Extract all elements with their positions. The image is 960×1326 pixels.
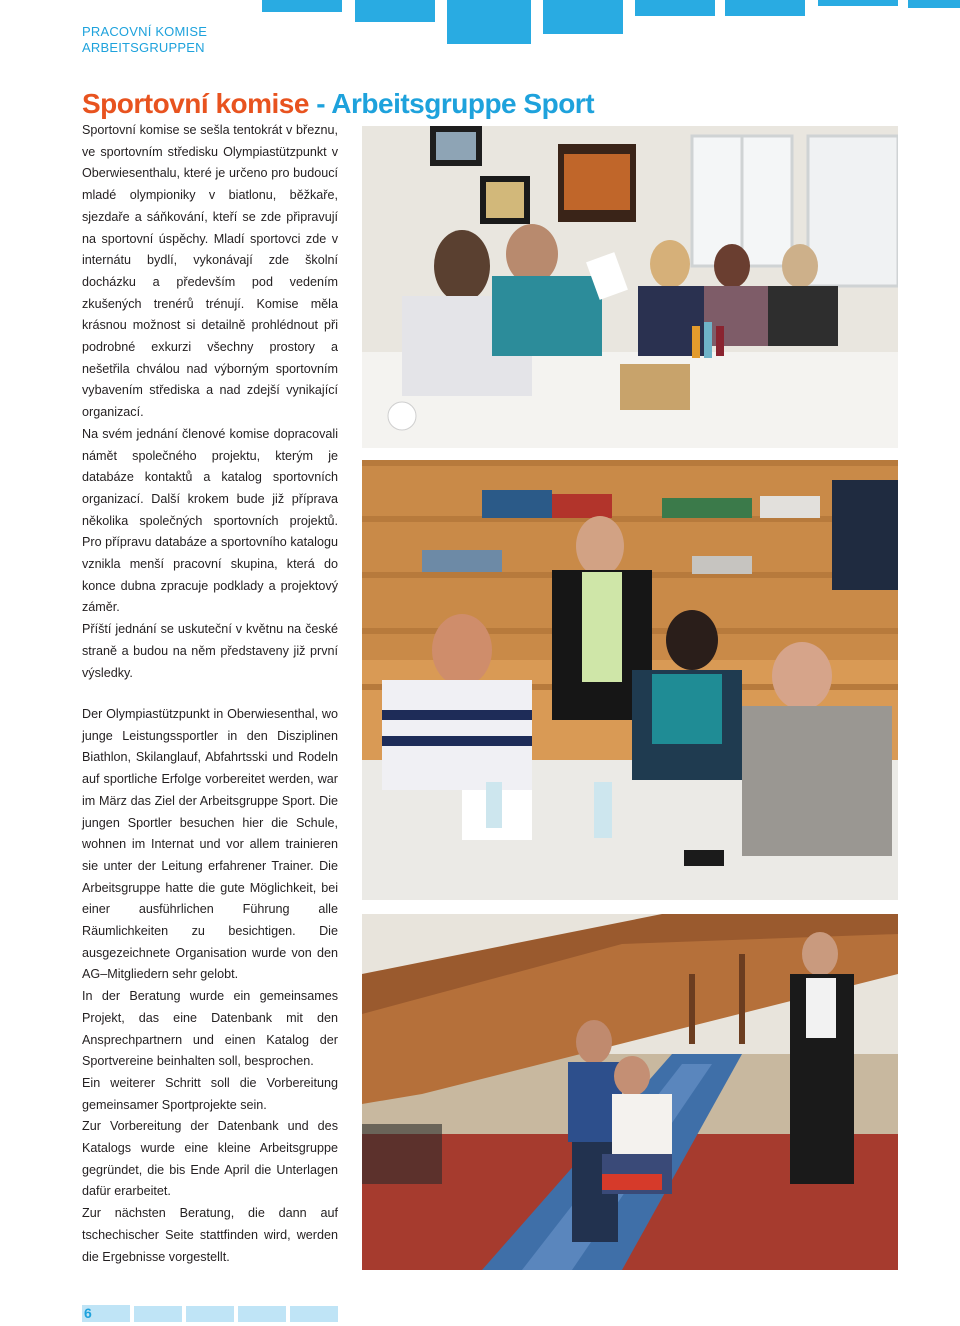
footer-bar-1 — [134, 1306, 182, 1322]
top-bar-1 — [262, 0, 342, 12]
photo-meeting-table — [362, 126, 898, 448]
paragraph-cz-2: Na svém jednání členové komise dopracovali námět společného projektu, kterým je databáze kontaktů a katalog sportovních organizací. Další krokem bude již příprava několika společných sportovních projektů. Pro přípravu databáze a sportovního katalogu vznikla menší pracovní skupina, která do konce dubna zpracuje podklady a projektový záměr. — [82, 426, 338, 615]
top-bar-3 — [447, 0, 531, 44]
footer-bar-2 — [186, 1306, 234, 1322]
title-separator: - — [308, 88, 332, 119]
text-column-de — [82, 704, 338, 1268]
top-bar-2 — [355, 0, 435, 22]
section-tag-de: ARBEITSGRUPPEN — [82, 40, 205, 55]
photo-library-discussion — [362, 460, 898, 900]
top-bar-8 — [908, 0, 960, 8]
footer-bar-3 — [238, 1306, 286, 1322]
title-cz: Sportovní komise — [82, 88, 309, 119]
top-bar-4 — [543, 0, 623, 34]
paragraph-cz-3: Příští jednání se uskuteční v květnu na české straně a budou na něm představeny již první výsledky. — [82, 622, 338, 680]
paragraph-cz-1: Sportovní komise se sešla tentokrát v březnu, ve sportovním středisku Olympiastützpunkt v Oberwiesenthalu, které je určeno pro budoucí mladé olympioniky v biatlonu, běžkaře, sjezdaře a sáňkování, kteří se zde připravují na sportovní úspěchy. Mladí sportovci zde v internátu bydlí, vykonávají zde školní docházku a především pod vedením zkušených trenérů trénují. Komise měla krásnou možnost si detailně prohlédnout při podrobné exkurzi všechny prostory a nešetřila chválou nad výborným sportovním vybavením střediska a nad zdejší vynikající organizací. — [82, 123, 338, 420]
text-column-cz — [82, 120, 338, 684]
section-tag-cz: PRACOVNÍ KOMISE — [82, 24, 208, 39]
paragraph-de-4: Zur Vorbereitung der Datenbank und des Katalogs wurde eine kleine Arbeitsgruppe gegründet, die bis Ende April die Unterlagen dafür erarbeitet. — [82, 1119, 338, 1199]
paragraph-de-2: In der Beratung wurde ein gemeinsames Projekt, das eine Datenbank mit den Ansprechpartnern und einen Katalog der Sportvereine beinhalten soll, besprochen. — [82, 989, 338, 1069]
paragraph-de-3: Ein weiterer Schritt soll die Vorbereitung gemeinsamer Sportprojekte sein. — [82, 1075, 338, 1112]
paragraph-de-5: Zur nächsten Beratung, die dann auf tschechischer Seite stattfinden wird, werden die Ergebnisse vorgestellt. — [82, 1206, 338, 1264]
title-de: Arbeitsgruppe Sport — [331, 88, 595, 119]
top-bar-6 — [725, 0, 805, 16]
page-number: 6 — [82, 1305, 130, 1322]
top-bar-7 — [818, 0, 898, 6]
article-title — [82, 88, 594, 120]
top-bar-5 — [635, 0, 715, 16]
section-tag — [82, 24, 207, 56]
paragraph-de-1: Der Olympiastützpunkt in Oberwiesenthal, wo junge Leistungssportler in den Disziplinen Biathlon, Skilanglauf, Abfahrtsski und Rodeln auf sportliche Erfolge vorbereitet werden, war im März das Ziel der Arbeitsgruppe Sport. Die jungen Sportler besuchen hier die Schule, wohnen im Internat und vor allem trainieren sie unter der Leitung erfahrener Trainer. Die Arbeitsgruppe hatte die gute Möglichkeit, bei einer ausführlichen Führung alle Räumlichkeiten zu besichtigen. Die ausgezeichnete Organisation wurde von den AG–Mitgliedern sehr gelobt. — [82, 707, 338, 982]
photo-luge-training — [362, 914, 898, 1270]
footer-bar-4 — [290, 1306, 338, 1322]
